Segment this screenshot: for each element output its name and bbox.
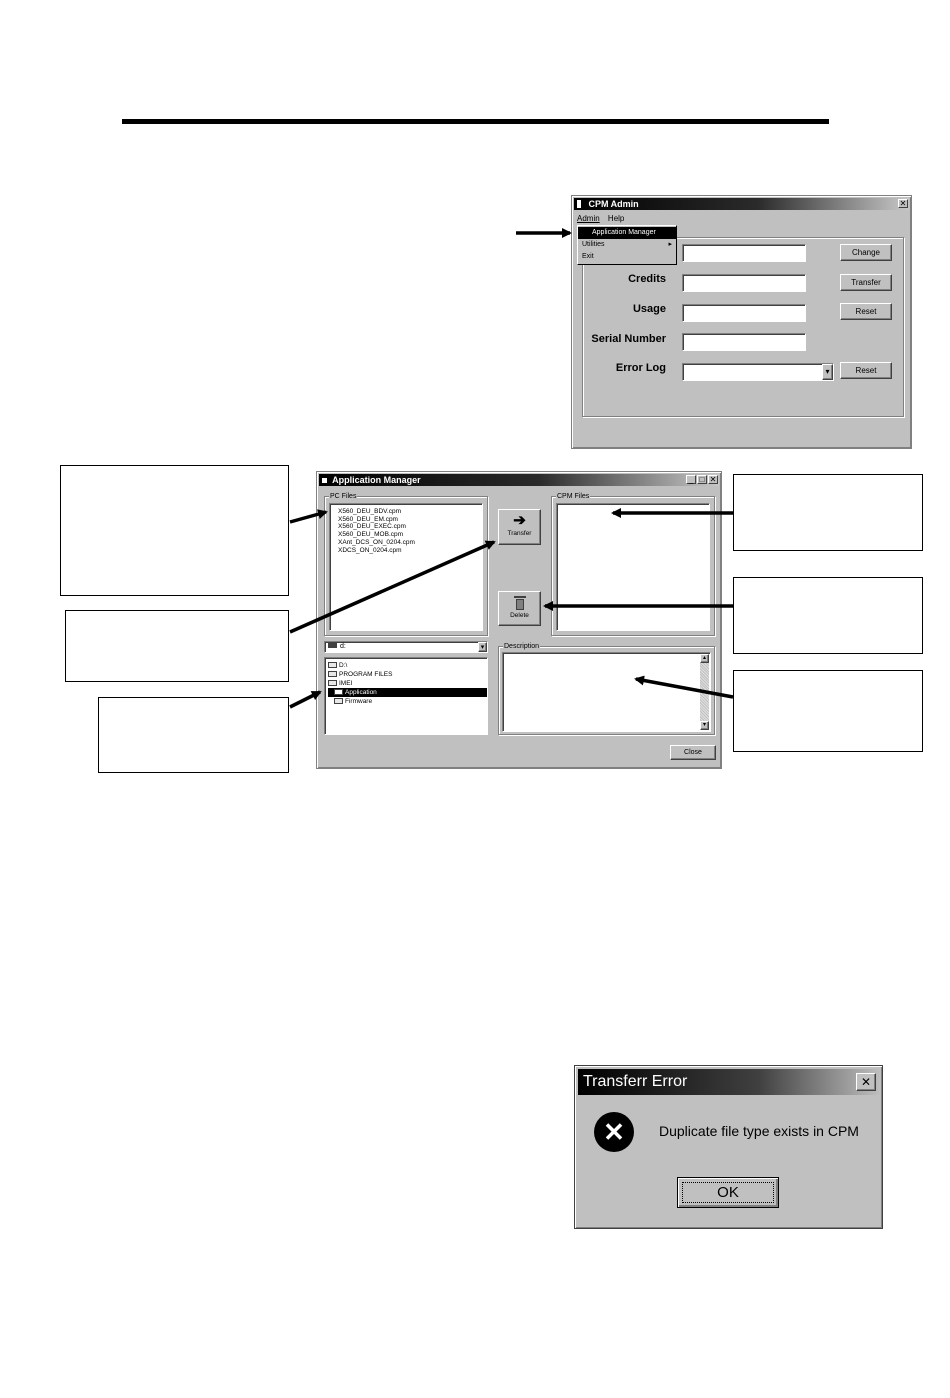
arrow-to-description [636, 679, 733, 697]
error-log-label: Error Log [615, 362, 666, 374]
list-item[interactable]: XAnt_DCS_ON_0204.cpm [338, 538, 415, 546]
serial-number-label: Serial Number [591, 333, 666, 345]
credits-transfer-button[interactable]: Transfer [840, 274, 892, 291]
credits-label: Credits [628, 273, 666, 285]
list-item[interactable]: XDCS_ON_0204.cpm [338, 546, 402, 554]
cpm-files-label: CPM Files [557, 493, 590, 500]
cpm-admin-title: CPM Admin [588, 199, 639, 209]
pc-files-label: PC Files [330, 493, 357, 500]
list-item[interactable]: X560_DEU_EM.cpm [338, 515, 398, 523]
change-button[interactable]: Change [840, 244, 892, 261]
chevron-down-icon[interactable]: ▾ [822, 364, 833, 380]
close-icon[interactable]: ✕ [899, 199, 907, 208]
chevron-down-icon[interactable]: ▾ [478, 642, 487, 652]
list-item[interactable]: X560_DEU_BDV.cpm [338, 508, 401, 515]
error-icon [594, 1112, 634, 1152]
menu-help[interactable]: Help [607, 214, 625, 223]
menu-exit-label: Exit [582, 253, 594, 260]
error-x-glyph: ✕ [603, 1117, 625, 1147]
maximize-icon[interactable]: □ [697, 475, 707, 484]
minimize-icon[interactable]: _ [686, 475, 696, 484]
list-item[interactable]: X560_DEU_MOB.cpm [338, 531, 404, 539]
description-label: Description [504, 643, 540, 650]
transfer-error-titlebar [578, 1069, 879, 1095]
menu-admin[interactable]: Admin [577, 214, 600, 223]
tree-item-label: PROGRAM FILES [339, 671, 393, 678]
arrow-to-transfer [290, 542, 494, 632]
tree-item-label: IMEI [339, 680, 353, 687]
transfer-error-dialog [574, 1065, 883, 1229]
menu-utilities-label: Utilities [582, 241, 605, 248]
arrow-to-pc-files [290, 512, 326, 522]
error-message: Duplicate file type exists in CPM [659, 1123, 859, 1139]
close-button[interactable]: Close [670, 745, 716, 760]
arrow-right-icon: ➔ [513, 512, 526, 529]
drive-value: d: [340, 643, 346, 650]
submenu-arrow-icon: ▸ [668, 241, 672, 248]
tree-item-label: Firmware [345, 698, 373, 705]
usage-reset-button[interactable]: Reset [840, 303, 892, 320]
close-icon[interactable]: ✕ [856, 1073, 876, 1091]
delete-button-label: Delete [510, 612, 529, 619]
close-icon[interactable]: ✕ [709, 475, 717, 484]
app-manager-title: Application Manager [332, 475, 421, 485]
scroll-down-icon[interactable]: ▾ [700, 721, 709, 730]
ok-button-label: OK [682, 1182, 774, 1203]
usage-label: Usage [632, 303, 666, 315]
ok-button[interactable] [677, 1177, 779, 1208]
error-log-reset-button[interactable]: Reset [840, 362, 892, 379]
scroll-up-icon[interactable]: ▴ [700, 654, 709, 663]
transfer-error-title: Transferr Error [583, 1073, 688, 1090]
arrow-to-tree [290, 692, 320, 707]
menu-application-manager-label: Application Manager [592, 229, 656, 236]
list-item[interactable]: X560_DEU_EXEC.cpm [338, 523, 406, 531]
tree-item-label: D:\ [339, 662, 348, 669]
tree-item-label: Application [345, 689, 377, 696]
transfer-button-label: Transfer [507, 530, 532, 537]
